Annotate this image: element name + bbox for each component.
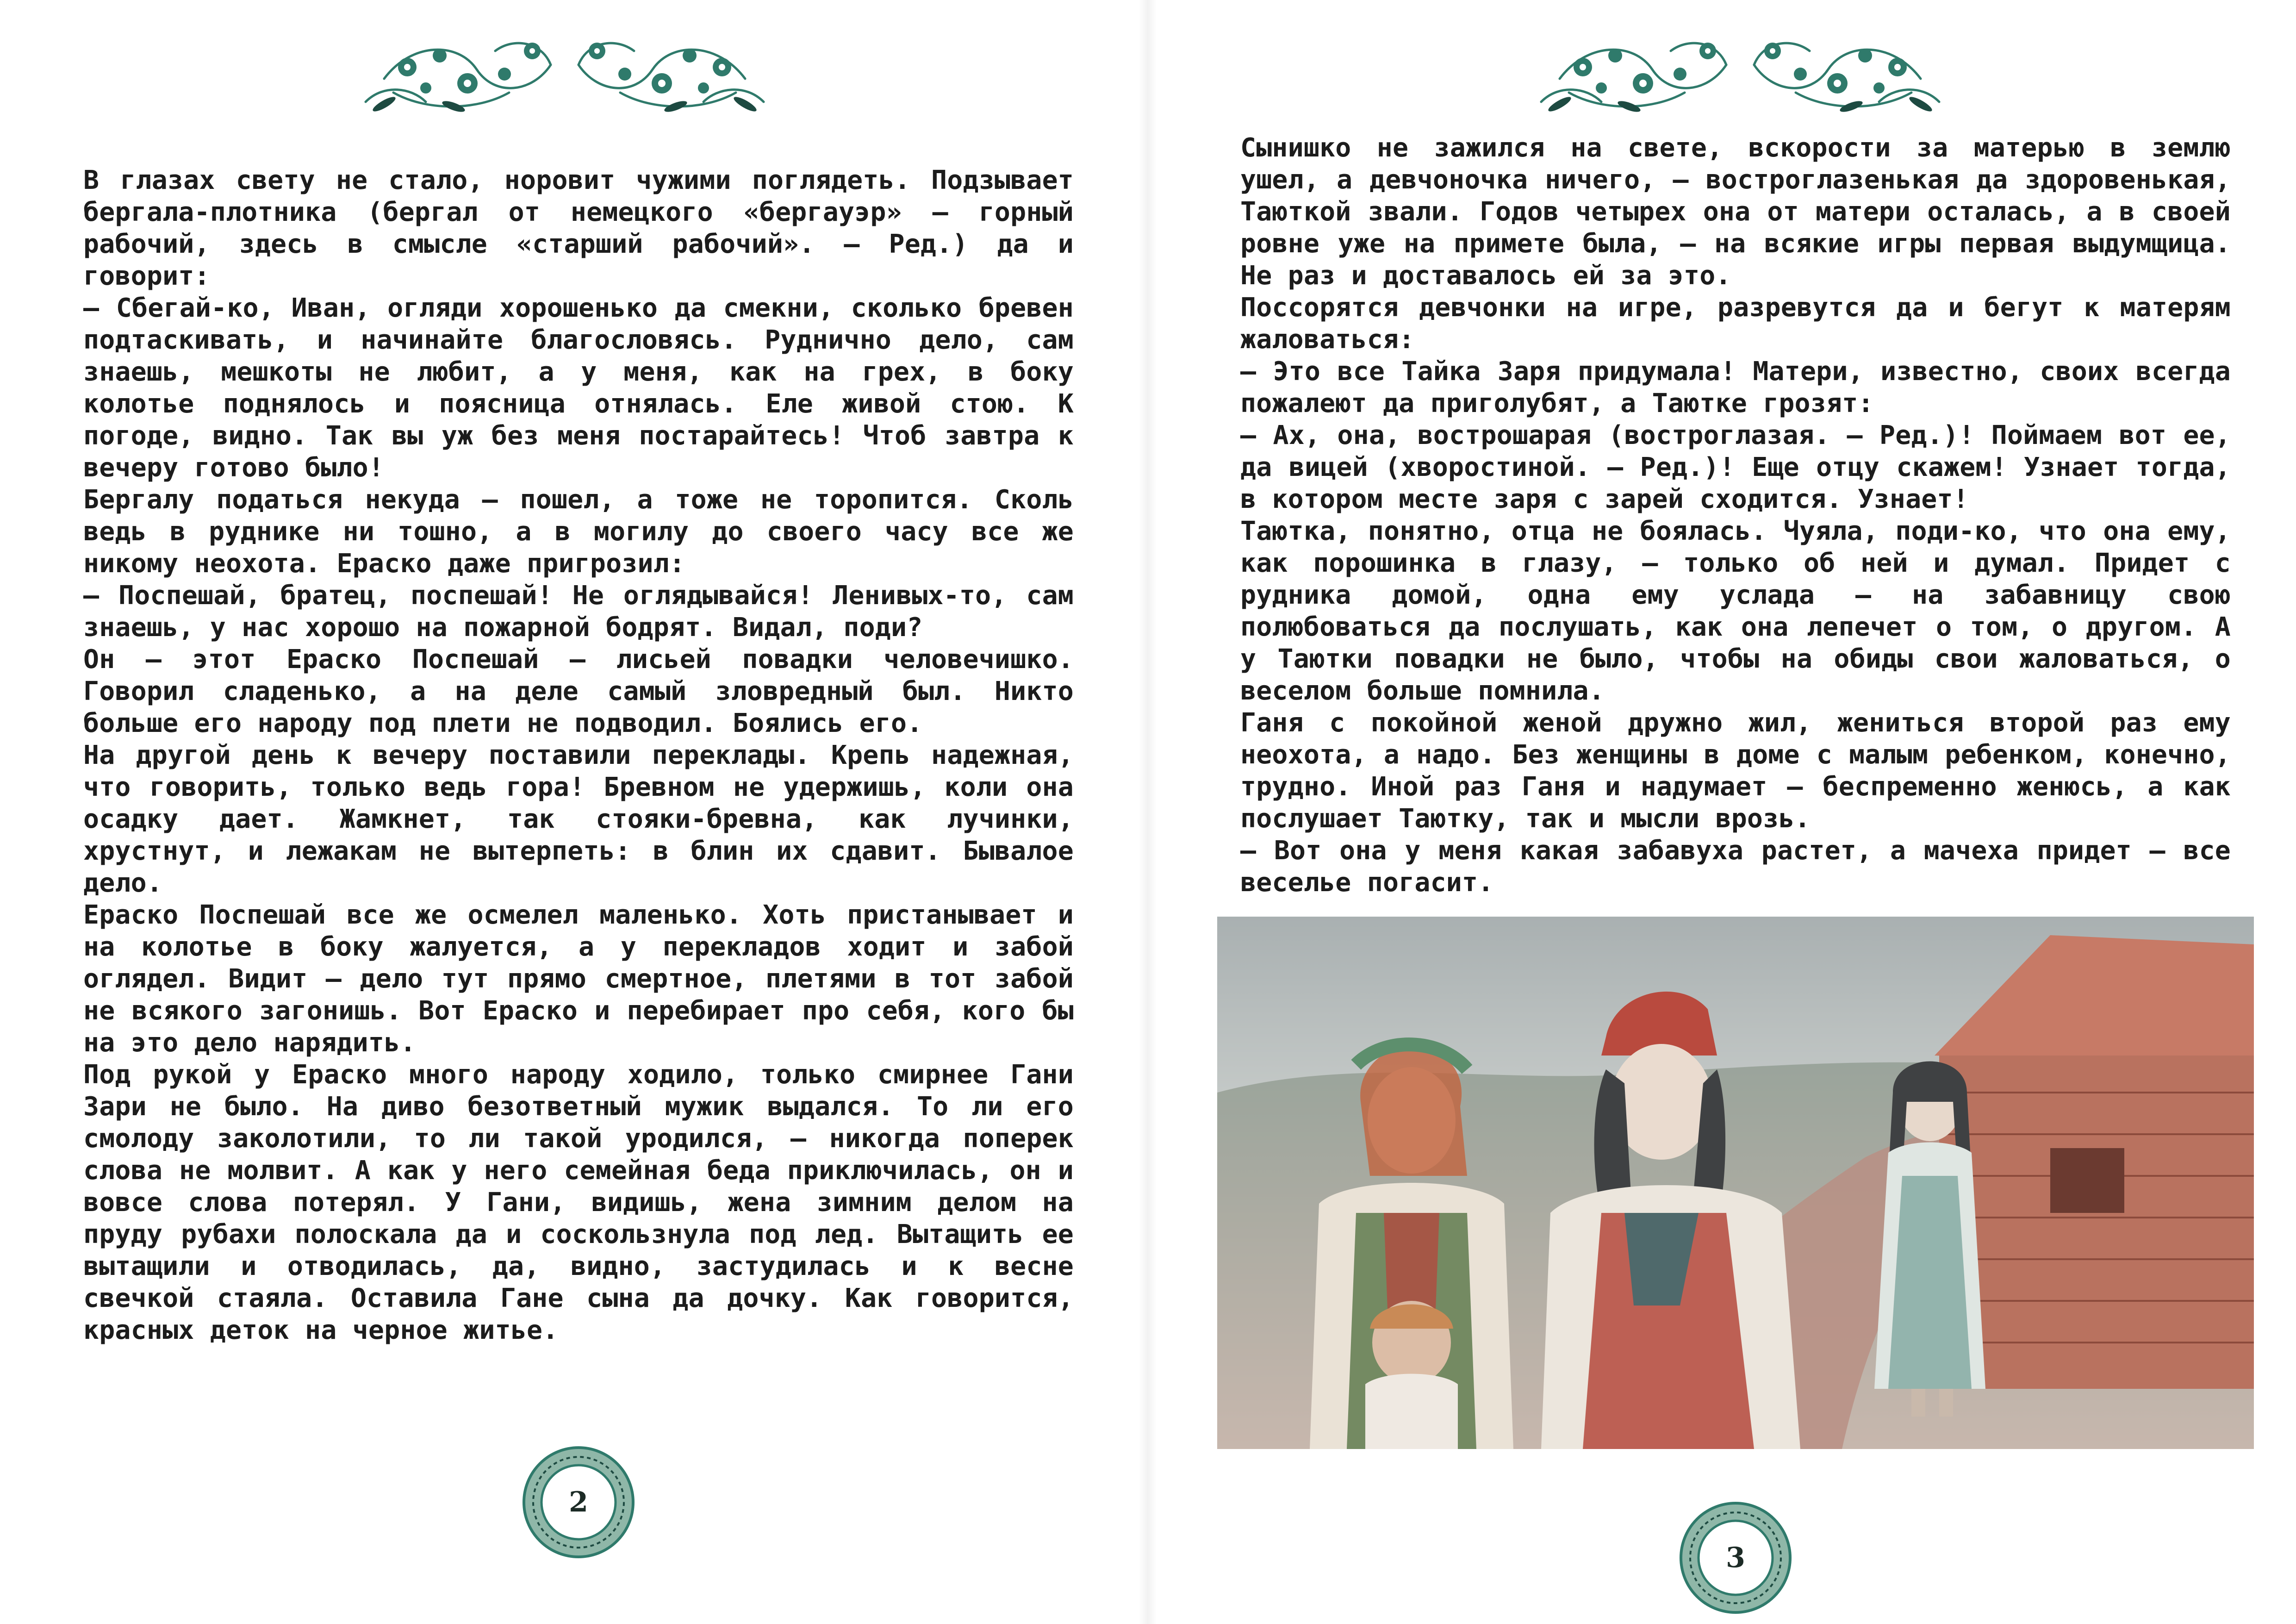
right-page — [1148, 0, 2296, 1624]
paragraph: Ераско Поспешай все же осмелел маленько. Хоть пристанывает и на колотье в боку жалуется, а у перекладов ходит и забой оглядел. Видит — дело тут прямо смертное, плетями в тот забой не всякого загонишь. Вот Ераско и перебирает про себя, кого бы на это дело нарядить. — [83, 900, 1074, 1058]
paragraph: — Поспешай, братец, поспешай! Не оглядывайся! Ленивых-то, сам знаешь, у нас хорошо на пожарной бодрят. Видал, поди? — [83, 581, 1074, 643]
paragraph: — Это все Тайка Заря придумала! Матери, известно, своих всегда пожалеют да приголубят, а Таютке грозят: — [1240, 356, 2231, 418]
paragraph: — Вот она у меня какая забавуха растет, а мачеха придет — все веселье погасит. — [1240, 836, 2231, 898]
page-number-medallion — [1678, 1500, 1793, 1616]
page-number: 3 — [1726, 1542, 1745, 1574]
folk-floral-ornament-icon — [356, 23, 773, 120]
page-number: 2 — [569, 1486, 588, 1518]
paragraph: Бергалу податься некуда — пошел, а тоже не торопится. Сколь ведь в руднике ни тошно, а в могилу до своего часу все же никому неохота. Ераско даже пригрозил: — [83, 485, 1074, 579]
page-number-medallion — [521, 1444, 636, 1560]
paragraph: Под рукой у Ераско много народу ходило, только смирнее Гани Зари не было. На диво безответный мужик выдался. То ли его смолоду заколотили, то ли такой уродился, — никогда поперек слова не молвит. А как у него семейная беда приключилась, он и вовсе слова потерял. У Гани, видишь, жена зимним делом на пруду рубахи полоскала да и соскользнула под лед. Вытащить ее вытащили и отводилась, да, видно, застудилась и к весне свечкой стаяла. Оставила Гане сына да дочку. Как говорится, красных деток на черное житье. — [83, 1060, 1074, 1345]
paragraph: Сынишко не зажился на свете, вскорости за матерью в землю ушел, а девчоночка ничего, — востроглазенькая да здоровенькая, Таюткой звали. Годов четырех она от матери осталась, а в своей ровне уже на примете была, — на всякие игры первая выдумщица. Не раз и доставалось ей за это. — [1240, 133, 2231, 291]
right-page-text — [1240, 132, 2231, 899]
paragraph: Таютка, понятно, отца не боялась. Чуяла, поди-ко, что она ему, как порошинка в глазу, — только об ней и думал. Придет с рудника домой, одна ему услада — на забавницу свою полюбоваться да послушать, как она лепечет о том, о другом. А у Таютки повадки не было, чтобы на обиды свои жаловаться, о веселом больше помнила. — [1240, 516, 2231, 706]
paragraph: На другой день к вечеру поставили переклады. Крепь надежная, что говорить, только ведь гора! Бревном не удержишь, коли она осадку дает. Жамкнет, так стояки-бревна, как лучинки, хрустнут, и лежакам не вытерпеть: в блин их сдавит. Бывалое дело. — [83, 740, 1074, 898]
watercolor-village-women-illustration — [1217, 917, 2254, 1449]
paragraph: Он — этот Ераско Поспешай — лисьей повадки человечишко. Говорил сладенько, а на деле самый зловредный был. Никто больше его народу под плети не подводил. Боялись его. — [83, 644, 1074, 738]
left-page-text — [83, 164, 1074, 1346]
paragraph: — Ах, она, вострошарая (востроглазая. — Ред.)! Поймаем вот ее, да вицей (хворостиной. — Ред.)! Еще отцу скажем! Узнает тогда, в котором месте заря с зарей сходится. Узнает! — [1240, 420, 2231, 514]
paragraph: — Сбегай-ко, Иван, огляди хорошенько да смекни, сколько бревен подтаскивать, и начинайте благословясь. Руднично дело, сам знаешь, мешкоты не любит, а у меня, как на грех, в боку колотье поднялось и поясница отнялась. Еле живой стою. К погоде, видно. Так вы уж без меня постарайтесь! Чтоб завтра к вечеру готово было! — [83, 293, 1074, 483]
folk-floral-ornament-icon — [1532, 23, 1948, 120]
paragraph: Поссорятся девчонки на игре, разревутся да и бегут к матерям жаловаться: — [1240, 293, 2231, 355]
paragraph: В глазах свету не стало, норовит чужими поглядеть. Подзывает бергала-плотника (бергал от немецкого «бергауэр» — горный рабочий, здесь в смысле «старший рабочий». — Ред.) да и говорит: — [83, 165, 1074, 291]
paragraph: Ганя с покойной женой дружно жил, жениться второй раз ему неохота, а надо. Без женщины в доме с малым ребенком, конечно, трудно. Иной раз Ганя и надумает — беспременно женюсь, а как послушает Таютку, так и мысли врозь. — [1240, 708, 2231, 834]
